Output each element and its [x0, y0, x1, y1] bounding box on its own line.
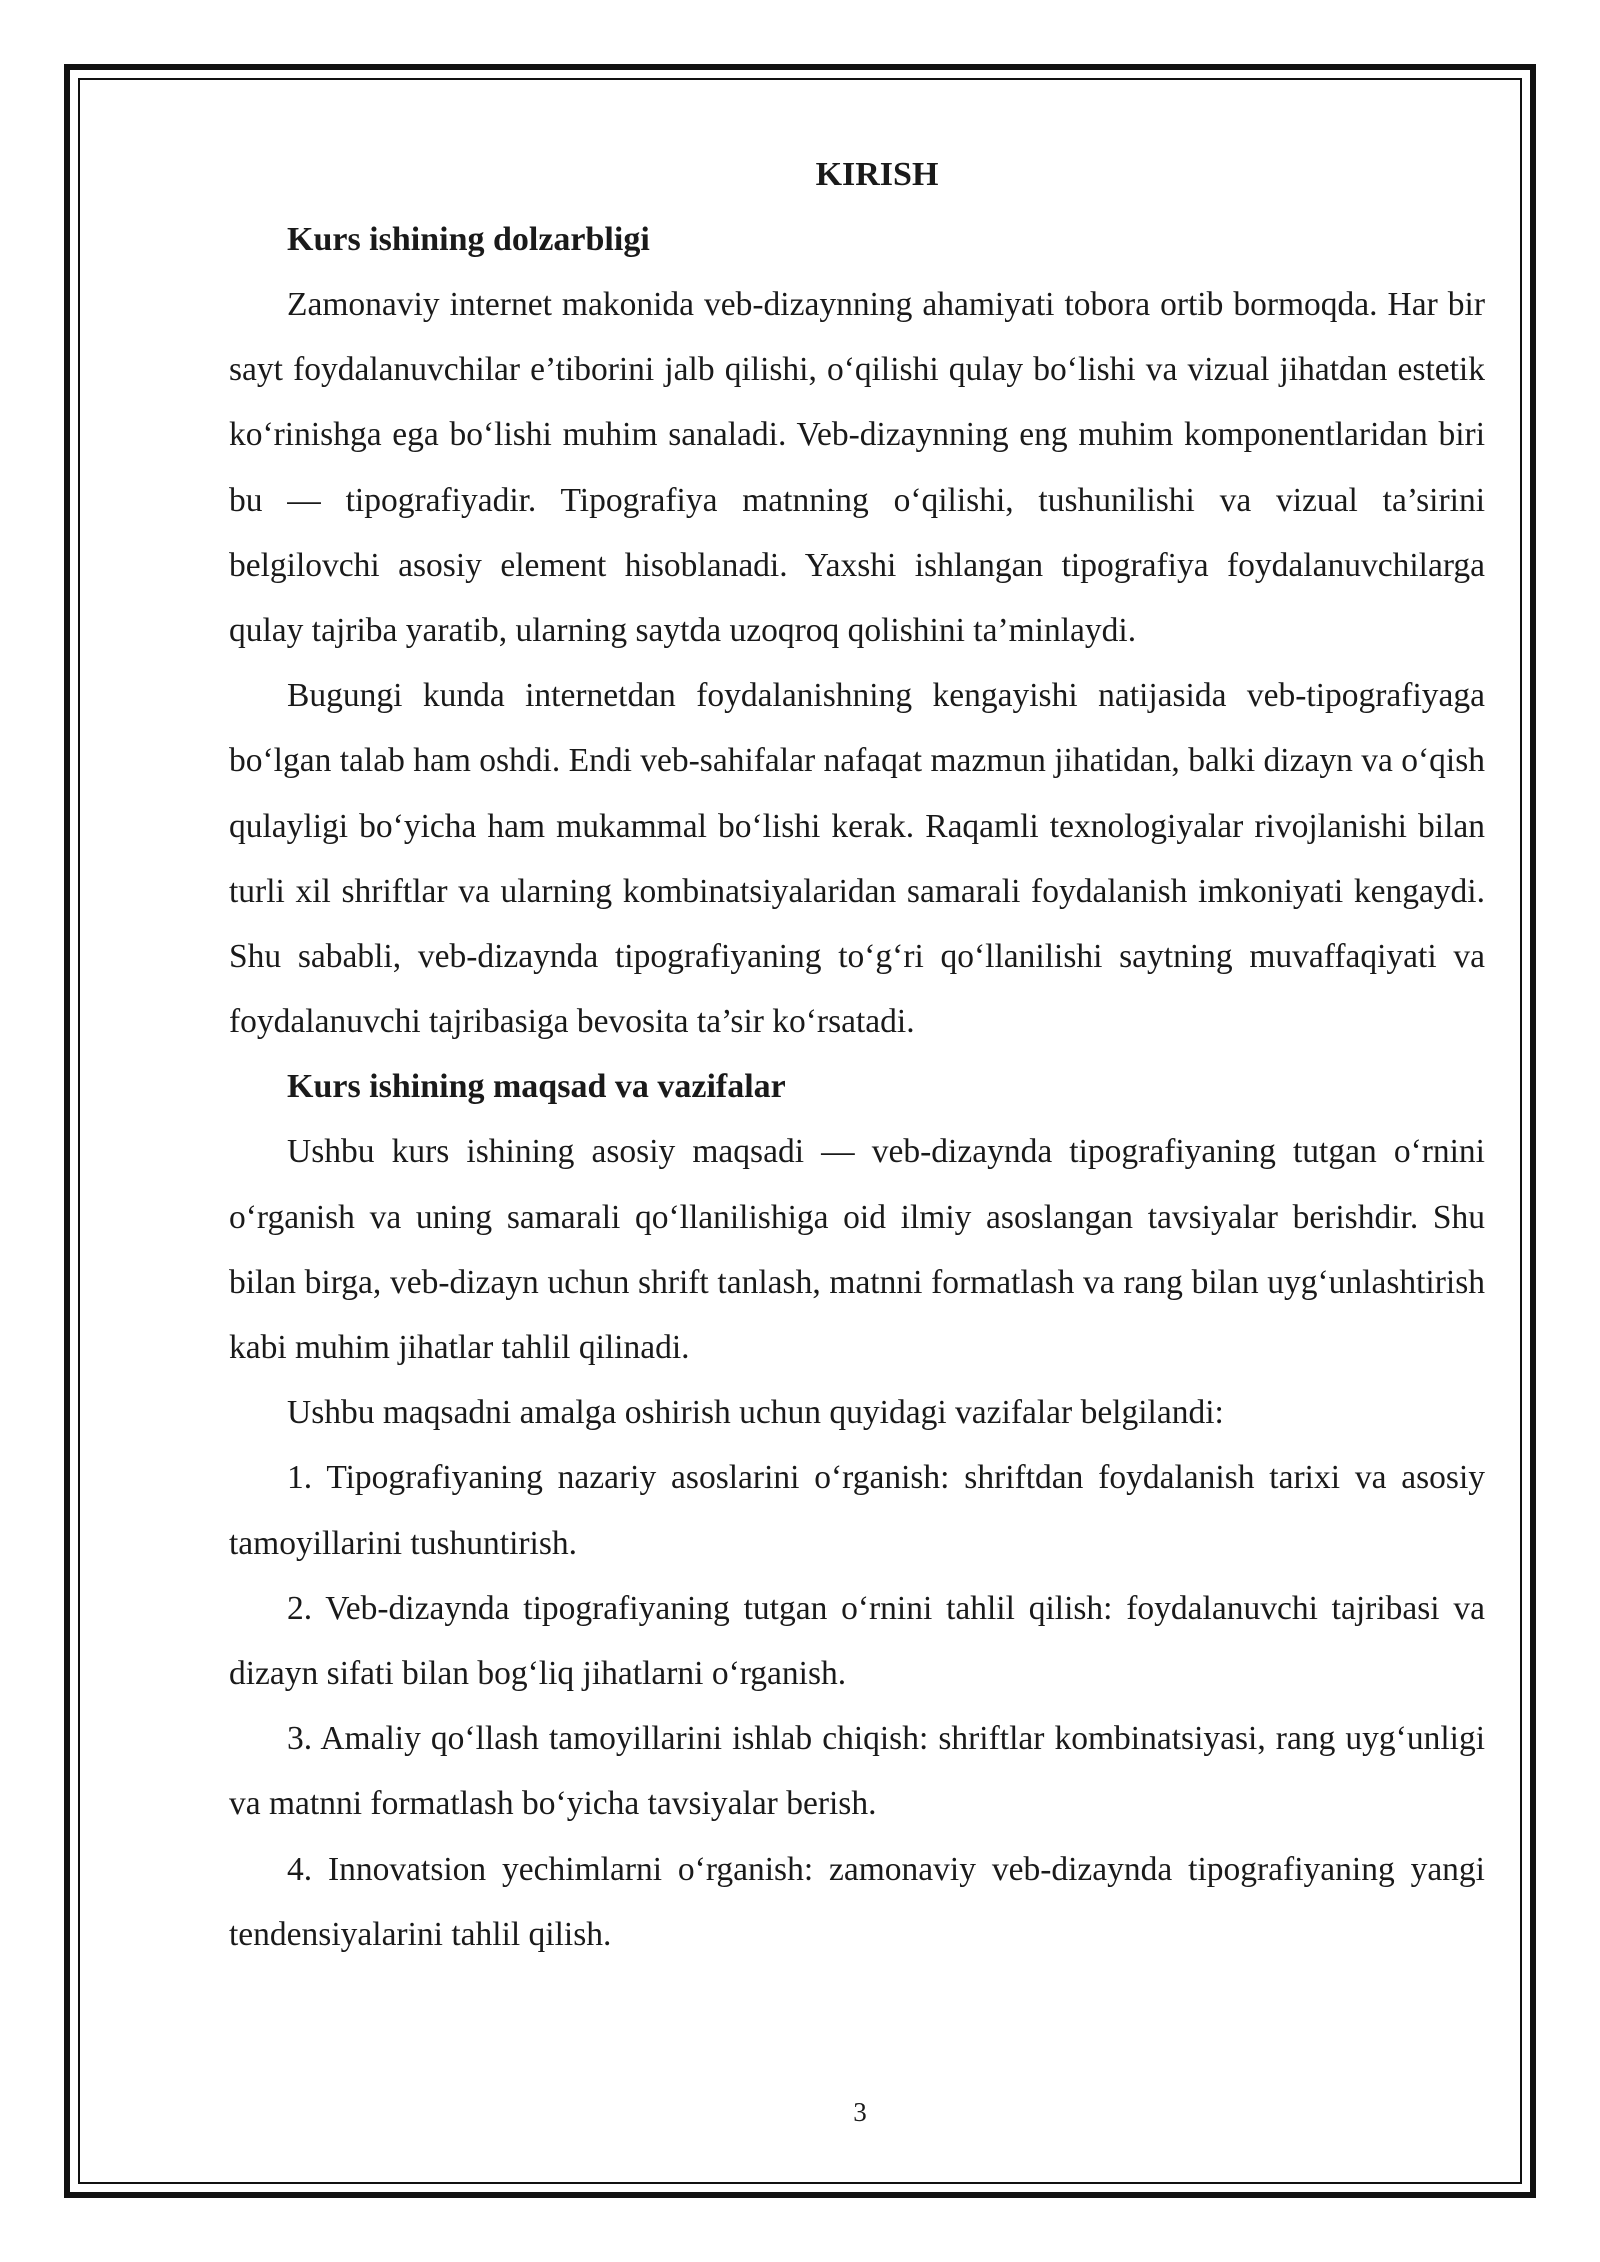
section-heading-goals: Kurs ishining maqsad va vazifalar — [287, 1068, 786, 1106]
list-item: 3. Amaliy qo‘llash tamoyillarini ishlab chiqish: shriftlar kombinatsiyasi, rang uyg‘unligi va matnni formatlash bo‘yicha tavsiyalar berish. — [229, 1720, 1485, 1823]
list-item: 1. Tipografiyaning nazariy asoslarini o‘rganish: shriftdan foydalanish tarixi va asosiy tamoyillarini tushuntirish. — [229, 1459, 1485, 1562]
paragraph: Bugungi kunda internetdan foydalanishning kengayishi natijasida veb-tipografiyaga bo‘lgan talab ham oshdi. Endi veb-sahifalar nafaqat mazmun jihatidan, balki dizayn va o‘qish qulayligi bo‘yicha ham mukammal bo‘lishi kerak. Raqamli texnologiyalar rivojlanishi bilan turli xil shriftlar va ularning kombinatsiyalaridan samarali foydalanish imkoniyati kengaydi. Shu sababli, veb-dizaynda tipografiyaning to‘g‘ri qo‘llanilishi saytning muvaffaqiyati va foydalanuvchi tajribasiga bevosita ta’sir ko‘rsatadi. — [229, 677, 1485, 1041]
paragraph: Zamonaviy internet makonida veb-dizaynning ahamiyati tobora ortib bormoqda. Har bir sayt foydalanuvchilar e’tiborini jalb qilishi, o‘qilishi qulay bo‘lishi va vizual jihatdan estetik ko‘rinishga ega bo‘lishi muhim sanaladi. Veb-dizaynning eng muhim komponentlaridan biri bu — tipografiyadir. Tipografiya matnning o‘qilishi, tushunilishi va vizual ta’sirini belgilovchi asosiy element hisoblanadi. Yaxshi ishlangan tipografiya foydalanuvchilarga qulay tajriba yaratib, ularning saytda uzoqroq qolishini ta’minlaydi. — [229, 286, 1485, 650]
paragraph: Ushbu maqsadni amalga oshirish uchun quyidagi vazifalar belgilandi: — [287, 1394, 1224, 1432]
paragraph: Ushbu kurs ishining asosiy maqsadi — veb-dizaynda tipografiyaning tutgan o‘rnini o‘rganish va uning samarali qo‘llanilishiga oid ilmiy asoslangan tavsiyalar berishdir. Shu bilan birga, veb-dizayn uchun shrift tanlash, matnni formatlash va rang bilan uyg‘unlashtirish kabi muhim jihatlar tahlil qilinadi. — [229, 1133, 1485, 1367]
list-item: 4. Innovatsion yechimlarni o‘rganish: zamonaviy veb-dizaynda tipografiyaning yangi tendensiyalarini tahlil qilish. — [229, 1850, 1485, 1953]
page-number: 3 — [853, 2097, 867, 2127]
list-item: 2. Veb-dizaynda tipografiyaning tutgan o‘rnini tahlil qilish: foydalanuvchi tajribasi va dizayn sifati bilan bog‘liq jihatlarni o‘rganish. — [229, 1589, 1485, 1693]
page-heading: KIRISH — [815, 156, 939, 193]
section-heading-relevance: Kurs ishining dolzarbligi — [287, 221, 650, 258]
page-content — [229, 142, 1485, 1967]
